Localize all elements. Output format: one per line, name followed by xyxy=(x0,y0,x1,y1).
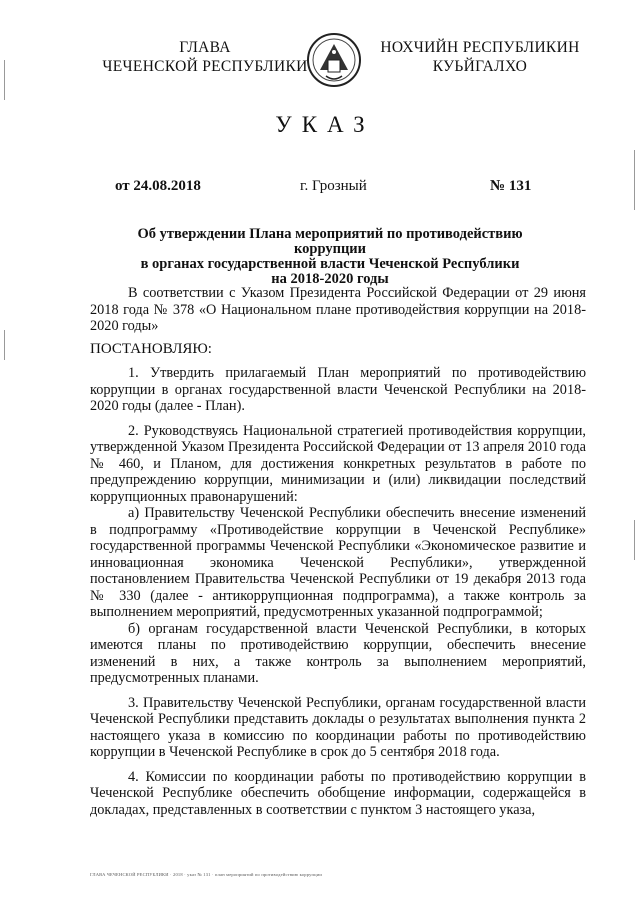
page-footer: ГЛАВА ЧЕЧЕНСКОЙ РЕСПУБЛИКИ · 2018 · указ № 131 · план мероприятий по противодействию коррупции xyxy=(90,872,322,877)
preamble-paragraph: В соответствии с Указом Президента Российской Федерации от 29 июня 2018 года № 378 «О Национальном плане противодействия коррупции на 2018-2020 годы» xyxy=(90,285,586,334)
decree-word: ПОСТАНОВЛЯЮ: xyxy=(90,340,212,357)
decree-subject xyxy=(100,227,560,287)
emblem-icon xyxy=(306,30,362,90)
scan-margin-mark xyxy=(634,520,635,560)
scan-margin-mark xyxy=(634,150,635,210)
header-right xyxy=(375,38,585,76)
header-left-line2: ЧЕЧЕНСКОЙ РЕСПУБЛИКИ xyxy=(102,58,308,75)
header-right-line1: НОХЧИЙН РЕСПУБЛИКИН xyxy=(380,39,580,56)
paragraph-4: 4. Комиссии по координации работы по противодействию коррупции в Чеченской Республике обеспечить обобщение информации, содержащейся в докладах, представленных в соответствии с пунктом 3 настоящего указа, xyxy=(90,768,586,818)
subject-line3: на 2018-2020 годы xyxy=(271,271,389,287)
decree-number: № 131 xyxy=(490,178,532,194)
document-body xyxy=(90,285,586,818)
paragraph-3: 3. Правительству Чеченской Республики, органам государственной власти Чеченской Республики представить доклады о результатах выполнения пункта 2 настоящего указа в комиссию по координации работы по противодействию коррупции в Чеченской Республике в срок до 5 сентября 2018 года. xyxy=(90,694,586,760)
document-title: УКАЗ xyxy=(275,112,375,137)
subject-line1: Об утверждении Плана мероприятий по противодействию коррупции xyxy=(137,226,523,257)
paragraph-1: 1. Утвердить прилагаемый План мероприятий по противодействию коррупции в органах государственной власти Чеченской Республики на 2018-2020 годы (далее - План). xyxy=(90,365,586,414)
scan-margin-mark xyxy=(4,60,5,100)
scan-margin-mark xyxy=(4,330,5,360)
paragraph-2a: а) Правительству Чеченской Республики обеспечить внесение изменений в подпрограмму «Противодействие коррупции в Чеченской Республике» государственной программы Чеченской Республики «Экономическое развитие и инновационная экономика Чеченской Республики», утвержденной постановлением Правительства Чеченской Республики от 19 декабря 2013 года № 330 (далее - антикоррупционная подпрограмма), а также контроль за выполнением мероприятий, предусмотренных указанной подпрограммой; xyxy=(90,505,586,620)
decree-date: от 24.08.2018 xyxy=(115,178,201,194)
paragraph-2: 2. Руководствуясь Национальной стратегией противодействия коррупции, утвержденной Указом Президента Российской Федерации от 13 апреля 2010 года № 460, и Планом, для достижения конкретных результатов в работе по предупреждению коррупции, минимизации и (или) ликвидации последствий коррупционных правонарушений: xyxy=(90,422,586,505)
header-left xyxy=(100,38,310,76)
decree-place: г. Грозный xyxy=(300,178,367,194)
header-left-line1: ГЛАВА xyxy=(179,39,231,56)
subject-line2: в органах государственной власти Чеченской Республики xyxy=(140,256,520,272)
paragraph-2b: б) органам государственной власти Чеченской Республики, в которых имеются планы по противодействию коррупции, обеспечить внесение изменений в них, а также контроль за выполнением мероприятий, предусмотренных планами. xyxy=(90,620,586,686)
header-right-line2: КУЬЙГАЛХО xyxy=(432,58,528,75)
